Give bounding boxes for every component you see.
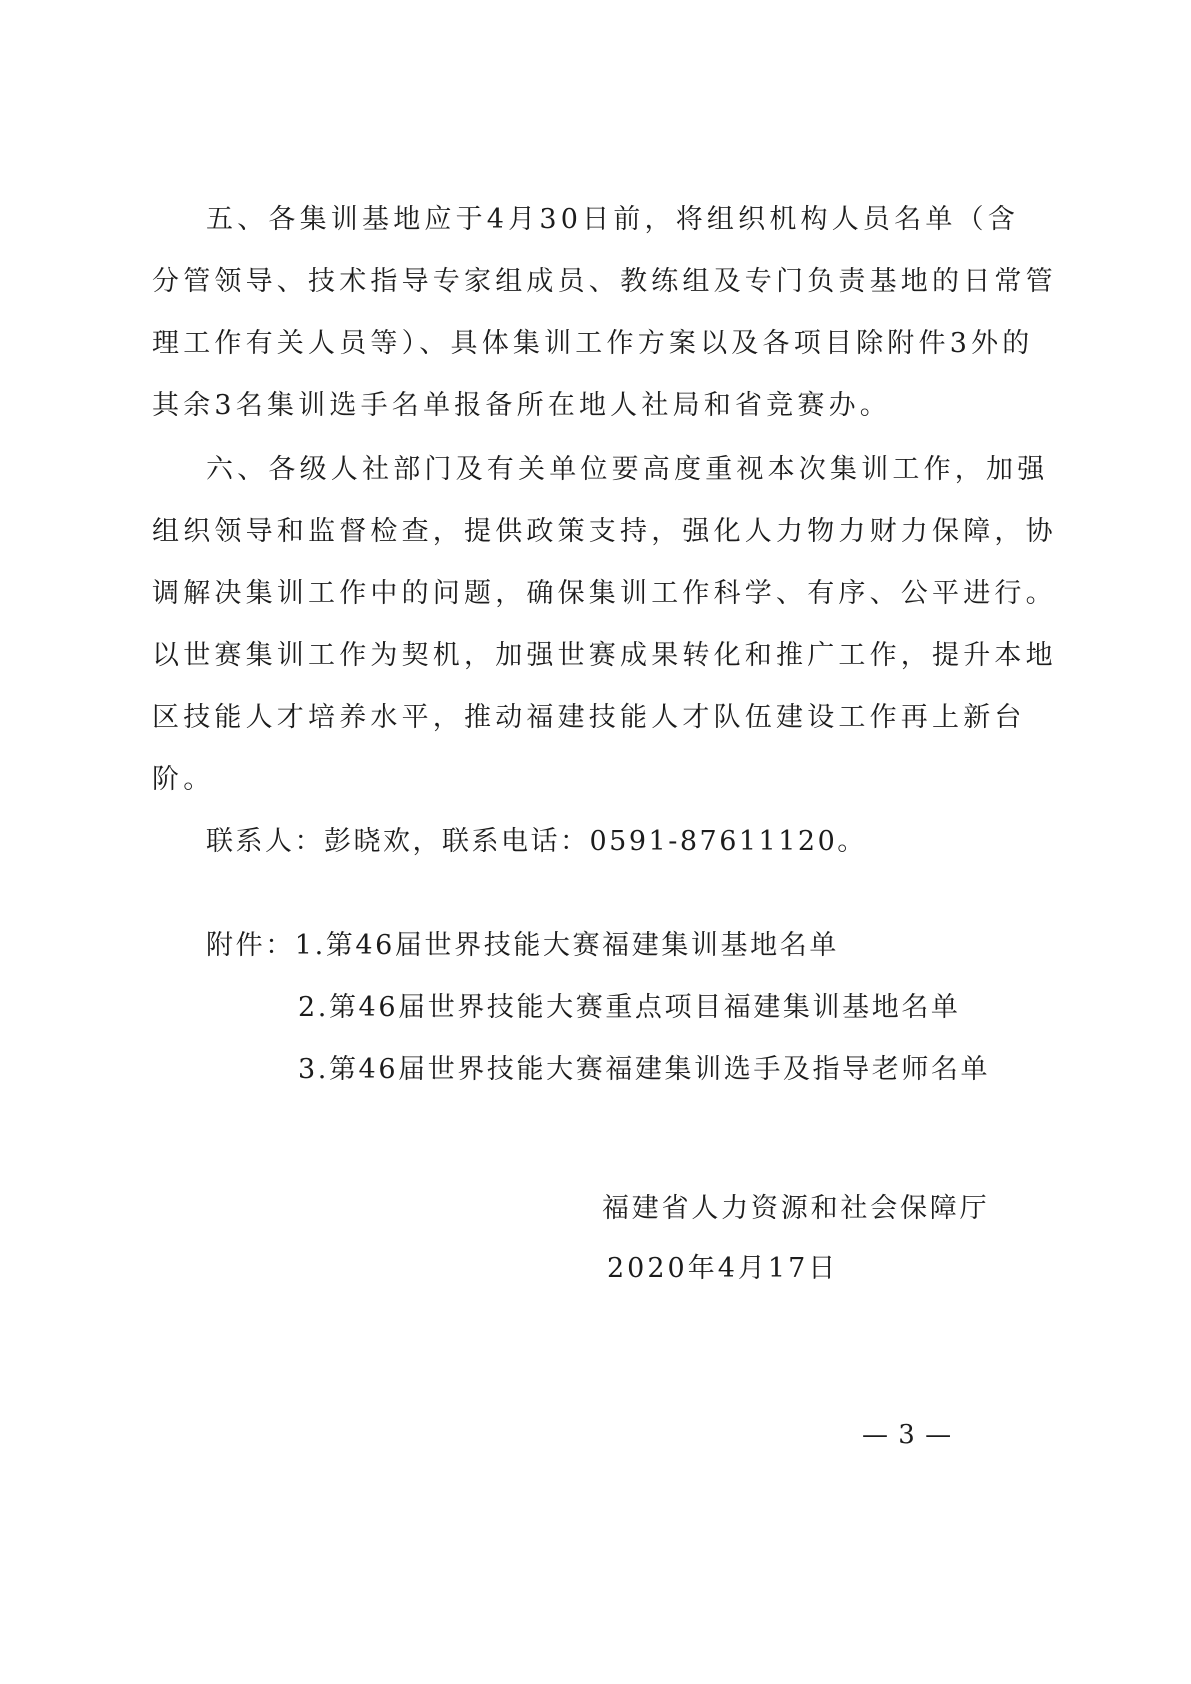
paragraph-6-line-2: 组织领导和监督检查，提供政策支持，强化人力物力财力保障，协 [152,516,1057,547]
paragraph-5-line-4: 其余3名集训选手名单报备所在地人社局和省竞赛办。 [152,390,891,421]
paragraph-6-line-1: 六、各级人社部门及有关单位要高度重视本次集训工作，加强 [206,454,1049,485]
attachment-line-1: 附件：1.第46届世界技能大赛福建集训基地名单 [206,930,839,961]
paragraph-5-line-3: 理工作有关人员等）、具体集训工作方案以及各项目除附件3外的 [152,328,1034,359]
attachment-line-3: 3.第46届世界技能大赛福建集训选手及指导老师名单 [298,1054,991,1085]
signature-organization: 福建省人力资源和社会保障厅 [602,1193,990,1224]
page-number: — 3 — [862,1420,953,1450]
attachment-line-2: 2.第46届世界技能大赛重点项目福建集训基地名单 [298,992,961,1023]
paragraph-6-line-3: 调解决集训工作中的问题，确保集训工作科学、有序、公平进行。 [152,578,1057,609]
paragraph-6-line-6: 阶。 [152,764,215,795]
paragraph-6-line-5: 区技能人才培养水平，推动福建技能人才队伍建设工作再上新台 [152,702,1026,733]
paragraph-6-line-4: 以世赛集训工作为契机，加强世赛成果转化和推广工作，提升本地 [152,640,1057,671]
signature-date: 2020年4月17日 [607,1253,839,1284]
paragraph-5-line-2: 分管领导、技术指导专家组成员、教练组及专门负责基地的日常管 [152,266,1057,297]
paragraph-5-line-1: 五、各集训基地应于4月30日前，将组织机构人员名单（含 [206,204,1019,235]
contact-line: 联系人：彭晓欢，联系电话：0591-87611120。 [206,826,867,857]
